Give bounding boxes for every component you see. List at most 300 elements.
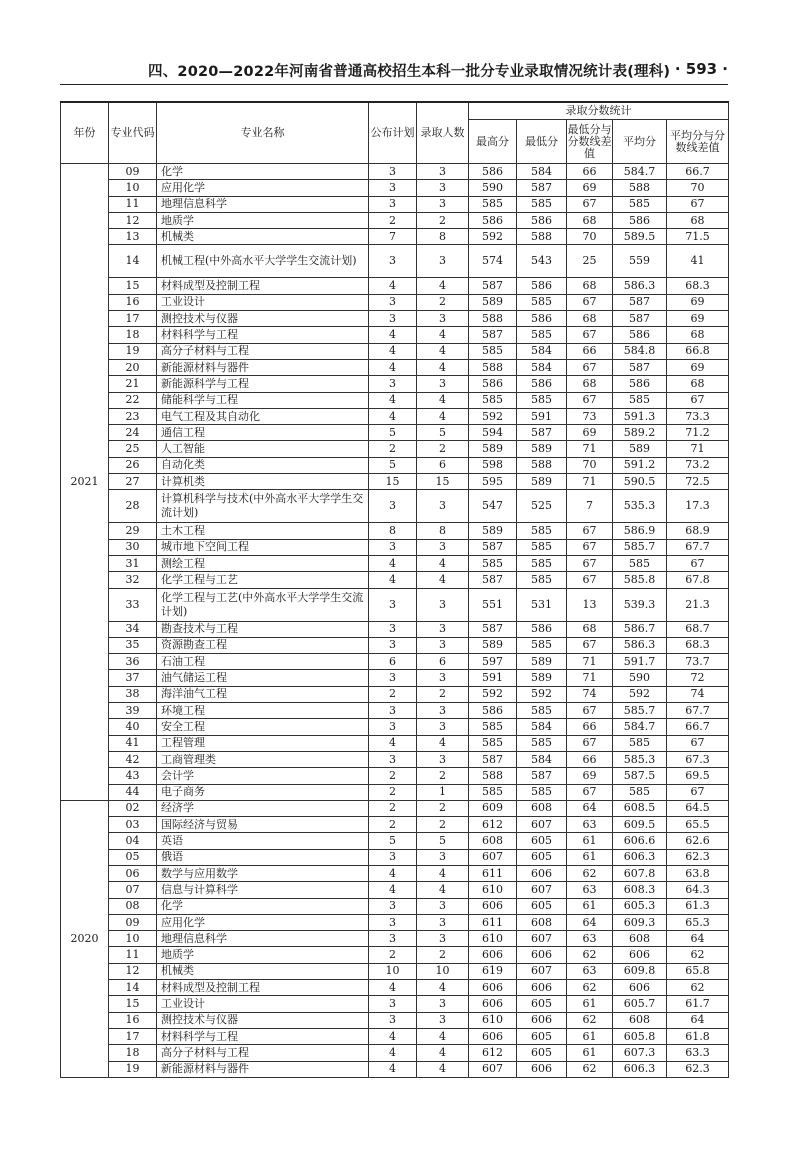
plan-cell: 5 [369, 833, 417, 849]
min-cell: 586 [517, 376, 567, 392]
avg-diff-cell: 67.8 [667, 572, 729, 588]
plan-cell: 4 [369, 359, 417, 375]
table-row [61, 800, 729, 816]
max-cell: 592 [469, 408, 517, 424]
major-name-cell: 英语 [157, 833, 369, 849]
max-cell: 585 [469, 784, 517, 800]
plan-cell: 3 [369, 621, 417, 637]
avg-cell: 591.2 [613, 457, 667, 473]
plan-cell: 3 [369, 376, 417, 392]
plan-cell: 3 [369, 751, 417, 767]
min-cell: 606 [517, 1061, 567, 1077]
table-row [61, 229, 729, 245]
plan-cell: 3 [369, 180, 417, 196]
major-name-cell: 石油工程 [157, 654, 369, 670]
major-name-cell: 土木工程 [157, 523, 369, 539]
year-cell: 2020 [61, 800, 109, 1077]
min-cell: 589 [517, 441, 567, 457]
avg-cell: 606 [613, 947, 667, 963]
major-name-cell: 材料成型及控制工程 [157, 980, 369, 996]
code-cell: 18 [109, 1045, 157, 1061]
avg-cell: 608 [613, 931, 667, 947]
min-diff-cell: 13 [567, 588, 613, 621]
admitted-cell: 3 [417, 376, 469, 392]
min-cell: 605 [517, 898, 567, 914]
code-cell: 04 [109, 833, 157, 849]
min-diff-cell: 66 [567, 343, 613, 359]
min-cell: 531 [517, 588, 567, 621]
min-cell: 585 [517, 539, 567, 555]
min-cell: 605 [517, 996, 567, 1012]
admitted-cell: 4 [417, 1028, 469, 1044]
header-rule [60, 84, 728, 85]
min-diff-cell: 62 [567, 1012, 613, 1028]
min-cell: 608 [517, 914, 567, 930]
min-diff-cell: 7 [567, 490, 613, 523]
admitted-cell: 4 [417, 1061, 469, 1077]
avg-cell: 559 [613, 245, 667, 278]
admitted-cell: 2 [417, 686, 469, 702]
avg-diff-cell: 41 [667, 245, 729, 278]
major-name-cell: 化学 [157, 164, 369, 180]
table-row [61, 637, 729, 653]
avg-diff-cell: 21.3 [667, 588, 729, 621]
avg-cell: 605.8 [613, 1028, 667, 1044]
min-diff-cell: 68 [567, 212, 613, 228]
code-cell: 05 [109, 849, 157, 865]
col-header-avg: 平均分 [613, 120, 667, 164]
table-row [61, 425, 729, 441]
major-name-cell: 工业设计 [157, 294, 369, 310]
plan-cell: 6 [369, 654, 417, 670]
max-cell: 588 [469, 359, 517, 375]
table-row [61, 833, 729, 849]
major-name-cell: 国际经济与贸易 [157, 817, 369, 833]
min-diff-cell: 67 [567, 359, 613, 375]
code-cell: 12 [109, 212, 157, 228]
avg-cell: 584.7 [613, 164, 667, 180]
table-row [61, 474, 729, 490]
table-row [61, 164, 729, 180]
major-name-cell: 信息与计算科学 [157, 882, 369, 898]
max-cell: 606 [469, 996, 517, 1012]
avg-cell: 590.5 [613, 474, 667, 490]
avg-diff-cell: 73.2 [667, 457, 729, 473]
avg-cell: 606 [613, 980, 667, 996]
avg-cell: 585.3 [613, 751, 667, 767]
max-cell: 586 [469, 164, 517, 180]
table-row [61, 1045, 729, 1061]
avg-cell: 587 [613, 294, 667, 310]
code-cell: 23 [109, 408, 157, 424]
avg-diff-cell: 61.7 [667, 996, 729, 1012]
avg-cell: 586.7 [613, 621, 667, 637]
code-cell: 33 [109, 588, 157, 621]
page-header [60, 58, 728, 84]
major-name-cell: 电气工程及其自动化 [157, 408, 369, 424]
plan-cell: 4 [369, 343, 417, 359]
plan-cell: 3 [369, 637, 417, 653]
admitted-cell: 5 [417, 833, 469, 849]
min-diff-cell: 68 [567, 621, 613, 637]
plan-cell: 3 [369, 996, 417, 1012]
avg-cell: 585 [613, 555, 667, 571]
max-cell: 611 [469, 865, 517, 881]
code-cell: 16 [109, 1012, 157, 1028]
min-diff-cell: 63 [567, 817, 613, 833]
code-cell: 09 [109, 164, 157, 180]
major-name-cell: 机械类 [157, 229, 369, 245]
major-name-cell: 测控技术与仪器 [157, 1012, 369, 1028]
avg-cell: 607.8 [613, 865, 667, 881]
table-row [61, 621, 729, 637]
code-cell: 28 [109, 490, 157, 523]
table-row [61, 849, 729, 865]
avg-diff-cell: 67 [667, 196, 729, 212]
min-diff-cell: 71 [567, 654, 613, 670]
avg-cell: 587.5 [613, 768, 667, 784]
code-cell: 27 [109, 474, 157, 490]
min-cell: 585 [517, 735, 567, 751]
admitted-cell: 2 [417, 768, 469, 784]
table-row [61, 914, 729, 930]
major-name-cell: 机械类 [157, 963, 369, 979]
admitted-cell: 3 [417, 931, 469, 947]
avg-diff-cell: 67 [667, 735, 729, 751]
table-row [61, 572, 729, 588]
admitted-cell: 8 [417, 523, 469, 539]
table-row [61, 457, 729, 473]
plan-cell: 4 [369, 572, 417, 588]
min-cell: 585 [517, 294, 567, 310]
code-cell: 15 [109, 278, 157, 294]
admitted-cell: 3 [417, 898, 469, 914]
plan-cell: 2 [369, 212, 417, 228]
max-cell: 587 [469, 327, 517, 343]
min-diff-cell: 25 [567, 245, 613, 278]
max-cell: 587 [469, 751, 517, 767]
code-cell: 29 [109, 523, 157, 539]
plan-cell: 4 [369, 1061, 417, 1077]
table-row [61, 311, 729, 327]
avg-diff-cell: 68 [667, 212, 729, 228]
admitted-cell: 4 [417, 343, 469, 359]
min-diff-cell: 67 [567, 555, 613, 571]
code-cell: 34 [109, 621, 157, 637]
avg-cell: 585 [613, 735, 667, 751]
plan-cell: 4 [369, 327, 417, 343]
max-cell: 585 [469, 343, 517, 359]
min-diff-cell: 67 [567, 327, 613, 343]
admitted-cell: 8 [417, 229, 469, 245]
major-name-cell: 地理信息科学 [157, 931, 369, 947]
table-row [61, 539, 729, 555]
code-cell: 19 [109, 343, 157, 359]
code-cell: 15 [109, 996, 157, 1012]
min-diff-cell: 67 [567, 572, 613, 588]
code-cell: 03 [109, 817, 157, 833]
admitted-cell: 3 [417, 751, 469, 767]
plan-cell: 3 [369, 539, 417, 555]
avg-diff-cell: 67.7 [667, 539, 729, 555]
admitted-cell: 3 [417, 719, 469, 735]
admitted-cell: 3 [417, 245, 469, 278]
avg-diff-cell: 66.7 [667, 164, 729, 180]
max-cell: 586 [469, 703, 517, 719]
plan-cell: 3 [369, 196, 417, 212]
plan-cell: 4 [369, 1028, 417, 1044]
plan-cell: 4 [369, 392, 417, 408]
code-cell: 38 [109, 686, 157, 702]
max-cell: 587 [469, 572, 517, 588]
code-cell: 22 [109, 392, 157, 408]
max-cell: 610 [469, 882, 517, 898]
code-cell: 17 [109, 1028, 157, 1044]
max-cell: 591 [469, 670, 517, 686]
col-header-admitted: 录取人数 [417, 102, 469, 164]
min-cell: 607 [517, 882, 567, 898]
avg-diff-cell: 63.3 [667, 1045, 729, 1061]
admitted-cell: 2 [417, 212, 469, 228]
admitted-cell: 4 [417, 555, 469, 571]
avg-diff-cell: 67.7 [667, 703, 729, 719]
table-row [61, 212, 729, 228]
min-diff-cell: 62 [567, 865, 613, 881]
avg-diff-cell: 62.3 [667, 849, 729, 865]
min-cell: 605 [517, 833, 567, 849]
avg-diff-cell: 67 [667, 555, 729, 571]
min-cell: 607 [517, 963, 567, 979]
plan-cell: 2 [369, 947, 417, 963]
min-cell: 584 [517, 164, 567, 180]
admitted-cell: 3 [417, 588, 469, 621]
admitted-cell: 3 [417, 996, 469, 1012]
avg-cell: 586.3 [613, 278, 667, 294]
major-name-cell: 工业设计 [157, 996, 369, 1012]
avg-diff-cell: 73.3 [667, 408, 729, 424]
table-row [61, 898, 729, 914]
major-name-cell: 计算机科学与技术(中外高水平大学学生交流计划) [157, 490, 369, 523]
plan-cell: 3 [369, 490, 417, 523]
col-header-avg-diff: 平均分与分数线差值 [667, 120, 729, 164]
admitted-cell: 10 [417, 963, 469, 979]
table-row [61, 376, 729, 392]
max-cell: 607 [469, 1061, 517, 1077]
avg-cell: 608 [613, 1012, 667, 1028]
max-cell: 586 [469, 376, 517, 392]
avg-diff-cell: 68.3 [667, 278, 729, 294]
min-cell: 586 [517, 311, 567, 327]
major-name-cell: 自动化类 [157, 457, 369, 473]
max-cell: 587 [469, 539, 517, 555]
min-cell: 585 [517, 703, 567, 719]
code-cell: 11 [109, 947, 157, 963]
plan-cell: 3 [369, 849, 417, 865]
plan-cell: 2 [369, 686, 417, 702]
avg-diff-cell: 64.3 [667, 882, 729, 898]
max-cell: 589 [469, 294, 517, 310]
plan-cell: 3 [369, 1012, 417, 1028]
min-diff-cell: 63 [567, 931, 613, 947]
major-name-cell: 新能源材料与器件 [157, 359, 369, 375]
avg-cell: 585.7 [613, 539, 667, 555]
table-row [61, 768, 729, 784]
major-name-cell: 安全工程 [157, 719, 369, 735]
admitted-cell: 3 [417, 670, 469, 686]
min-diff-cell: 71 [567, 670, 613, 686]
major-name-cell: 材料成型及控制工程 [157, 278, 369, 294]
avg-cell: 539.3 [613, 588, 667, 621]
avg-cell: 590 [613, 670, 667, 686]
code-cell: 30 [109, 539, 157, 555]
table-row [61, 947, 729, 963]
admitted-cell: 3 [417, 703, 469, 719]
table-row [61, 931, 729, 947]
avg-diff-cell: 69 [667, 359, 729, 375]
major-name-cell: 人工智能 [157, 441, 369, 457]
min-diff-cell: 67 [567, 637, 613, 653]
min-diff-cell: 67 [567, 539, 613, 555]
col-header-score-group: 录取分数统计 [469, 102, 729, 120]
plan-cell: 5 [369, 457, 417, 473]
min-cell: 584 [517, 751, 567, 767]
avg-diff-cell: 73.7 [667, 654, 729, 670]
max-cell: 598 [469, 457, 517, 473]
table-row [61, 670, 729, 686]
table-row [61, 408, 729, 424]
min-diff-cell: 61 [567, 833, 613, 849]
admitted-cell: 4 [417, 1045, 469, 1061]
major-name-cell: 工程管理 [157, 735, 369, 751]
code-cell: 10 [109, 931, 157, 947]
plan-cell: 3 [369, 588, 417, 621]
avg-cell: 609.3 [613, 914, 667, 930]
major-name-cell: 化学 [157, 898, 369, 914]
max-cell: 585 [469, 392, 517, 408]
plan-cell: 4 [369, 865, 417, 881]
col-header-max: 最高分 [469, 120, 517, 164]
avg-cell: 585 [613, 392, 667, 408]
admitted-cell: 3 [417, 311, 469, 327]
max-cell: 585 [469, 735, 517, 751]
avg-diff-cell: 69 [667, 294, 729, 310]
code-cell: 18 [109, 327, 157, 343]
min-cell: 605 [517, 849, 567, 865]
plan-cell: 3 [369, 294, 417, 310]
min-diff-cell: 69 [567, 425, 613, 441]
table-row [61, 996, 729, 1012]
avg-diff-cell: 62.3 [667, 1061, 729, 1077]
avg-cell: 589.5 [613, 229, 667, 245]
major-name-cell: 工商管理类 [157, 751, 369, 767]
admitted-cell: 4 [417, 359, 469, 375]
admitted-cell: 2 [417, 817, 469, 833]
admitted-cell: 2 [417, 294, 469, 310]
plan-cell: 4 [369, 555, 417, 571]
page-number: · 593 · [674, 60, 728, 78]
min-diff-cell: 64 [567, 914, 613, 930]
admitted-cell: 6 [417, 654, 469, 670]
code-cell: 14 [109, 245, 157, 278]
plan-cell: 2 [369, 768, 417, 784]
admitted-cell: 2 [417, 441, 469, 457]
max-cell: 585 [469, 196, 517, 212]
max-cell: 607 [469, 849, 517, 865]
min-diff-cell: 61 [567, 1028, 613, 1044]
avg-cell: 589.2 [613, 425, 667, 441]
major-name-cell: 化学工程与工艺 [157, 572, 369, 588]
plan-cell: 4 [369, 882, 417, 898]
code-cell: 41 [109, 735, 157, 751]
avg-diff-cell: 72.5 [667, 474, 729, 490]
min-cell: 606 [517, 947, 567, 963]
col-header-code: 专业代码 [109, 102, 157, 164]
max-cell: 597 [469, 654, 517, 670]
min-diff-cell: 67 [567, 294, 613, 310]
major-name-cell: 经济学 [157, 800, 369, 816]
major-name-cell: 会计学 [157, 768, 369, 784]
col-header-plan: 公布计划 [369, 102, 417, 164]
code-cell: 02 [109, 800, 157, 816]
avg-diff-cell: 69.5 [667, 768, 729, 784]
table-row [61, 963, 729, 979]
admitted-cell: 3 [417, 621, 469, 637]
avg-cell: 586.9 [613, 523, 667, 539]
table-row [61, 555, 729, 571]
code-cell: 10 [109, 180, 157, 196]
table-row [61, 817, 729, 833]
major-name-cell: 油气储运工程 [157, 670, 369, 686]
min-cell: 589 [517, 670, 567, 686]
min-cell: 585 [517, 196, 567, 212]
table-row [61, 882, 729, 898]
admitted-cell: 4 [417, 865, 469, 881]
avg-diff-cell: 70 [667, 180, 729, 196]
major-name-cell: 应用化学 [157, 180, 369, 196]
admitted-cell: 4 [417, 392, 469, 408]
plan-cell: 2 [369, 784, 417, 800]
max-cell: 585 [469, 555, 517, 571]
min-diff-cell: 61 [567, 1045, 613, 1061]
max-cell: 606 [469, 898, 517, 914]
max-cell: 589 [469, 441, 517, 457]
min-cell: 608 [517, 800, 567, 816]
min-cell: 585 [517, 523, 567, 539]
major-name-cell: 计算机类 [157, 474, 369, 490]
major-name-cell: 海洋油气工程 [157, 686, 369, 702]
major-name-cell: 通信工程 [157, 425, 369, 441]
plan-cell: 2 [369, 800, 417, 816]
min-cell: 607 [517, 931, 567, 947]
min-diff-cell: 62 [567, 947, 613, 963]
avg-diff-cell: 71.5 [667, 229, 729, 245]
major-name-cell: 城市地下空间工程 [157, 539, 369, 555]
major-name-cell: 化学工程与工艺(中外高水平大学学生交流计划) [157, 588, 369, 621]
min-cell: 605 [517, 1028, 567, 1044]
avg-diff-cell: 65.8 [667, 963, 729, 979]
code-cell: 43 [109, 768, 157, 784]
min-cell: 543 [517, 245, 567, 278]
min-cell: 584 [517, 343, 567, 359]
plan-cell: 2 [369, 817, 417, 833]
avg-diff-cell: 68 [667, 376, 729, 392]
year-cell: 2021 [61, 164, 109, 801]
avg-cell: 591.3 [613, 408, 667, 424]
min-diff-cell: 67 [567, 784, 613, 800]
table-row [61, 1028, 729, 1044]
avg-cell: 608.3 [613, 882, 667, 898]
major-name-cell: 新能源材料与器件 [157, 1061, 369, 1077]
